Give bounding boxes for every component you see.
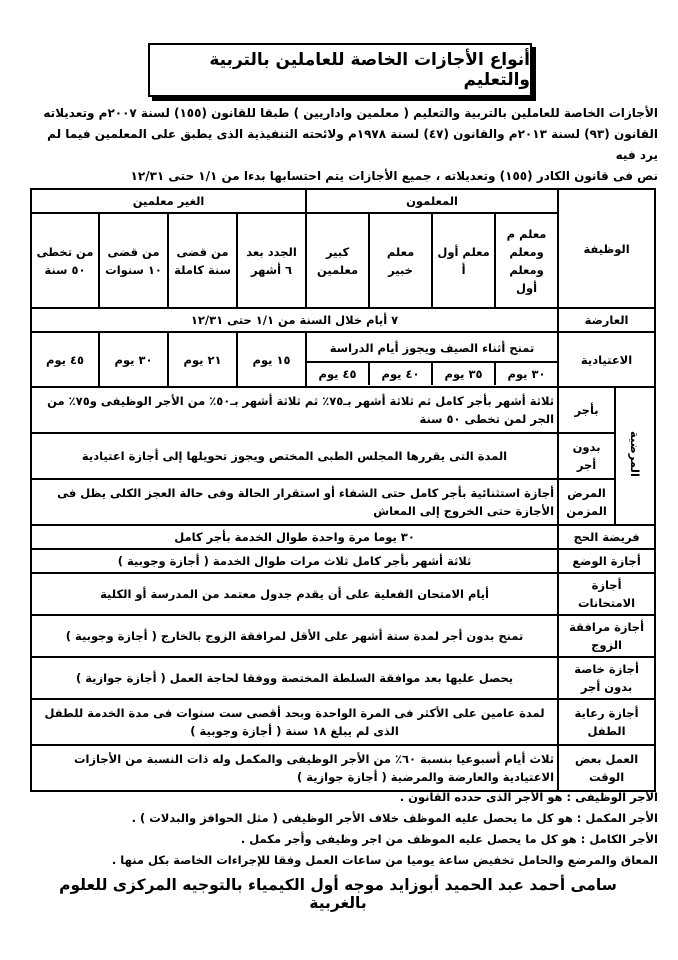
teacher-col: كبير معلمين: [306, 213, 369, 308]
sick-label: [615, 387, 655, 525]
non-teacher-col: الجدد بعد ٦ أشهر: [237, 213, 306, 308]
job-header: الوظيفة: [558, 189, 655, 308]
intro-line: نص فى قانون الكادر (١٥٥) وتعديلاته ، جميع الأجازات يتم احتسابها بدءا من ١/١ حتى ١٢/٣١: [130, 169, 658, 183]
row-label: فريضة الحج: [558, 525, 655, 549]
sick-paid-label: بأجر: [558, 387, 615, 433]
regular-days: ٤٥ يوم: [31, 332, 99, 387]
casual-text: ٧ أيام خلال السنة من ١/١ حتى ١٢/٣١: [31, 308, 558, 332]
regular-label: الاعتيادية: [558, 332, 655, 387]
non-teacher-col: من تخطى ٥٠ سنة: [31, 213, 99, 308]
teacher-col: معلم أول أ: [432, 213, 495, 308]
note-line: الأجر المكمل : هو كل ما يحصل عليه الموظف خلاف الأجر الوظيفى ( مثل الحوافز والبدلات ) .: [131, 811, 658, 825]
regular-days: ٢١ يوم: [168, 332, 237, 387]
regular-days: ٤٥ يوم: [318, 366, 357, 381]
row-label: العمل بعض الوقت: [558, 745, 655, 791]
page-title: أنواع الأجازات الخاصة للعاملين بالتربية والتعليم: [148, 43, 532, 97]
row-text: لمدة عامين على الأكثر فى المرة الواحدة وبحد أقصى ست سنوات فى مدة الخدمة للطفل الذى لم يبلغ ١٨ سنة ( أجازة وجوبية ): [31, 699, 558, 745]
row-text: ثلاث أيام أسبوعيا بنسبة ٦٠٪ من الأجر الوظيفى والمكمل وله ذات النسبة من الأجازات الاعتيادية والعارضة والمرضية ( أجازة جوازية ): [31, 745, 558, 791]
note-line: الأجر الكامل : هو كل ما يحصل عليه الموظف من اجر وظيفى وأجر مكمل .: [240, 832, 658, 846]
row-label: أجازة الامتحانات: [558, 573, 655, 615]
sick-chronic-text: أجازة استثنائية بأجر كامل حتى الشفاء أو استقرار الحالة وفى حالة العجز الكلى يظل فى الأجازة حتى الخروج إلى المعاش: [31, 479, 558, 525]
regular-teacher-note: تمنح أثناء الصيف ويجوز أيام الدراسة: [307, 335, 557, 363]
author-signature-line: سامى أحمد عبد الحميد أبوزايد موجه أول الكيمياء بالتوجيه المركزى للعلوم بالغربية: [59, 876, 617, 912]
teachers-header: المعلمون: [306, 189, 558, 213]
non-teacher-col: من قضى سنة كاملة: [168, 213, 237, 308]
row-text: ثلاثة أشهر بأجر كامل ثلاث مرات طوال الخدمة ( أجازة وجوبية ): [31, 549, 558, 573]
note-line: الأجر الوظيفى : هو الأجر الذى حدده القانون .: [399, 790, 658, 804]
teacher-col: معلم م ومعلم ومعلم أول: [495, 213, 558, 308]
regular-days: ٣٥ يوم: [431, 363, 494, 385]
non-teachers-header: الغير معلمين: [31, 189, 306, 213]
sick-unpaid-label: بدون أجر: [558, 433, 615, 479]
note-line: المعاق والمرضع والحامل تخفيض ساعة يوميا من ساعات العمل وفقا للإجراءات الخاصة بكل منها .: [111, 853, 658, 867]
teacher-col: معلم خبير: [369, 213, 432, 308]
row-text: ٣٠ يوما مرة واحدة طوال الخدمة بأجر كامل: [31, 525, 558, 549]
row-text: أيام الامتحان الفعلية على أن يقدم جدول معتمد من المدرسة أو الكلية: [31, 573, 558, 615]
regular-days: ٣٠ يوم: [99, 332, 168, 387]
sick-paid-text: ثلاثة أشهر بأجر كامل ثم ثلاثة أشهر بـ٧٥٪ ثم ثلاثة أشهر بـ٥٠٪ من الأجر الوظيفى و٧٥٪ من الجر لمن تخطى ٥٠ سنة: [31, 387, 558, 433]
intro-paragraph: [28, 103, 658, 187]
row-label: أجازة رعاية الطفل: [558, 699, 655, 745]
sick-unpaid-text: المدة التى يقررها المجلس الطبى المختص ويجوز تحويلها إلى أجازة اعتيادية: [31, 433, 558, 479]
casual-label: العارضة: [558, 308, 655, 332]
row-label: أجازة الوضع: [558, 549, 655, 573]
row-label: أجازة مرافقة الزوج: [558, 615, 655, 657]
leaves-table: [30, 188, 656, 792]
regular-days: ٣٠ يوم: [494, 363, 557, 385]
non-teacher-col: من قضى ١٠ سنوات: [99, 213, 168, 308]
regular-days: ١٥ يوم: [237, 332, 306, 387]
intro-line: الأجازات الخاصة للعاملين بالتربية والتعليم ( معلمين واداريين ) طبقا للقانون (١٥٥) لسنة ٢٠٠٧م وتعديلاته: [43, 106, 658, 120]
intro-line: القانون (٩٣) لسنة ٢٠١٣م والقانون (٤٧) لسنة ١٩٧٨م ولائحته التنفيذية الذى يطبق على المعلمين فيما لم يرد فيه: [47, 127, 658, 162]
sick-chronic-label: المرض المزمن: [558, 479, 615, 525]
row-label: أجازة خاصة بدون أجر: [558, 657, 655, 699]
regular-days: ٤٠ يوم: [368, 363, 431, 385]
row-text: يحصل عليها بعد موافقة السلطة المختصة ووفقا لحاجة العمل ( أجازة جوازية ): [31, 657, 558, 699]
regular-teachers-cell: [306, 332, 558, 387]
notes: [28, 787, 658, 871]
sick-label-text: المرضية: [628, 430, 643, 477]
row-text: تمنح بدون أجر لمدة ستة أشهر على الأقل لمرافقة الزوج بالخارج ( أجازة وجوبية ): [31, 615, 558, 657]
